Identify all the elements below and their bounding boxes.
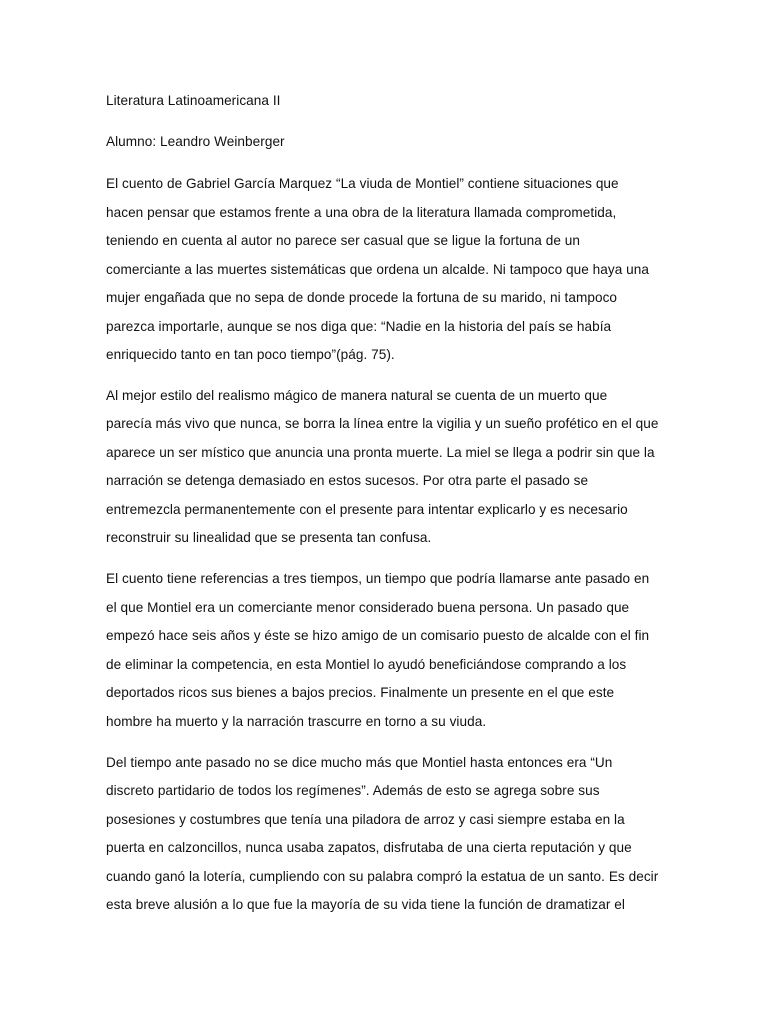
- text-line: Del tiempo ante pasado no se dice mucho más que Montiel hasta entonces era “Un: [106, 755, 613, 770]
- text-line: deportados ricos sus bienes a bajos precios. Finalmente un presente en el que este: [106, 685, 615, 700]
- text-line: entremezcla permanentemente con el presente para intentar explicarlo y es necesario: [106, 502, 628, 517]
- text-line: El cuento tiene referencias a tres tiempos, un tiempo que podría llamarse ante pasado en: [106, 571, 650, 586]
- text-line: puerta en calzoncillos, nunca usaba zapatos, disfrutaba de una cierta reputación y que: [106, 840, 632, 855]
- text-line: aparece un ser místico que anuncia una pronta muerte. La miel se llega a podrir sin que la: [106, 445, 655, 460]
- text-line: narración se detenga demasiado en estos sucesos. Por otra parte el pasado se: [106, 473, 589, 488]
- text-line: Al mejor estilo del realismo mágico de manera natural se cuenta de un muerto que: [106, 388, 608, 403]
- text-line: discreto partidario de todos los regímenes”. Además de esto se agrega sobre sus: [106, 783, 600, 798]
- text-line: El cuento de Gabriel García Marquez “La viuda de Montiel” contiene situaciones que: [106, 176, 619, 191]
- text-line: mujer engañada que no sepa de donde procede la fortuna de su marido, ni tampoco: [106, 290, 618, 305]
- text-line: comerciante a las muertes sistemáticas que ordena un alcalde. Ni tampoco que haya una: [106, 262, 650, 277]
- text-line: el que Montiel era un comerciante menor considerado buena persona. Un pasado que: [106, 600, 630, 615]
- course-heading: Literatura Latinoamericana II: [106, 93, 281, 108]
- text-line: reconstruir su linealidad que se presenta tan confusa.: [106, 530, 432, 545]
- student-name: Alumno: Leandro Weinberger: [106, 134, 285, 149]
- text-line: hacen pensar que estamos frente a una obra de la literatura llamada comprometida,: [106, 205, 617, 220]
- text-line: de eliminar la competencia, en esta Montiel lo ayudó beneficiándose comprando a los: [106, 657, 627, 672]
- text-line: esta breve alusión a lo que fue la mayoría de su vida tiene la función de dramatizar el: [106, 897, 625, 912]
- text-line: cuando ganó la lotería, cumpliendo con su palabra compró la estatua de un santo. Es decir: [106, 869, 659, 884]
- text-line: posesiones y costumbres que tenía una piladora de arroz y casi siempre estaba en la: [106, 812, 625, 827]
- text-line: hombre ha muerto y la narración trascurre en torno a su viuda.: [106, 714, 487, 729]
- text-line: teniendo en cuenta al autor no parece ser casual que se ligue la fortuna de un: [106, 233, 580, 248]
- text-line: empezó hace seis años y éste se hizo amigo de un comisario puesto de alcalde con el fin: [106, 628, 650, 643]
- text-line: parecía más vivo que nunca, se borra la línea entre la vigilia y un sueño profético en el que: [106, 416, 659, 431]
- text-line: enriquecido tanto en tan poco tiempo”(pág. 75).: [106, 347, 395, 362]
- text-line: parezca importarle, aunque se nos diga que: “Nadie en la historia del país se había: [106, 319, 612, 334]
